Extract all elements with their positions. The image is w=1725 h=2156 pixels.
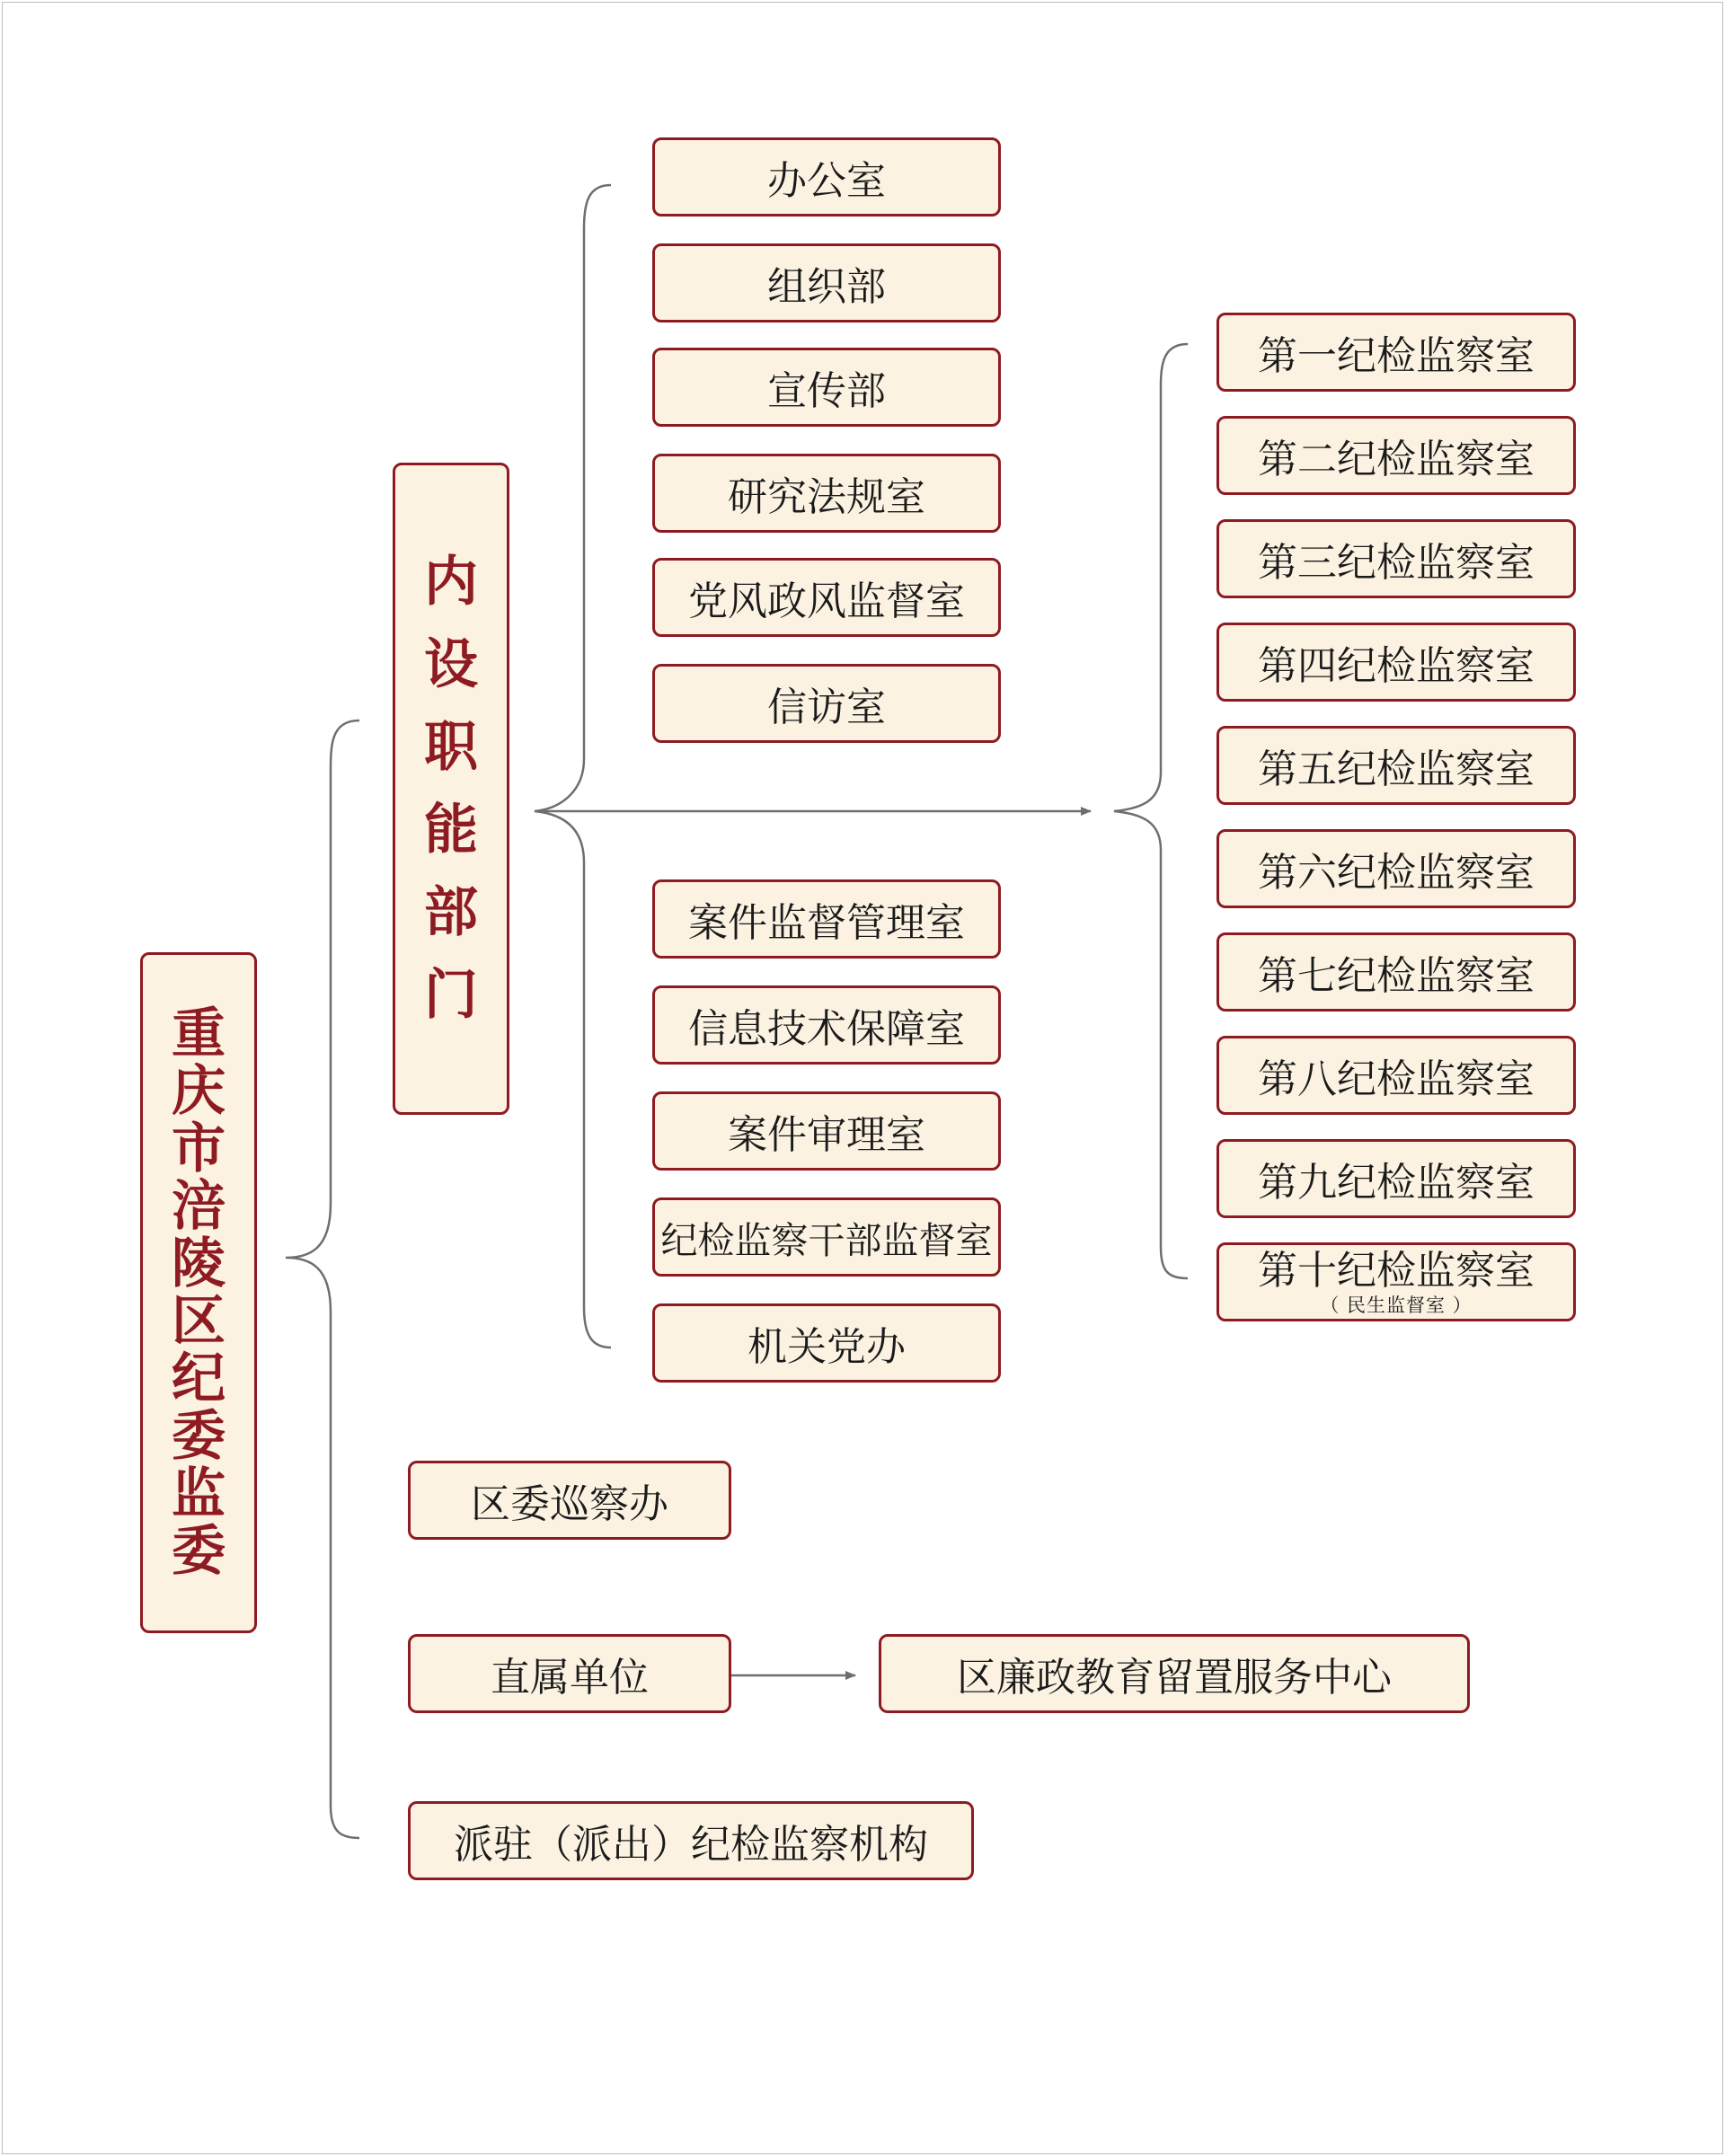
root-bracket bbox=[286, 720, 359, 1838]
inspection-room-6[interactable]: 第六纪检监察室 bbox=[1216, 829, 1576, 908]
root-char: 重 bbox=[172, 1003, 226, 1065]
inspection-room-7[interactable]: 第七纪检监察室 bbox=[1216, 932, 1576, 1012]
dept-research-regulation[interactable]: 研究法规室 bbox=[652, 454, 1001, 533]
inspection-room-10-label: 第十纪检监察室 bbox=[1258, 1248, 1535, 1294]
inspection-room-10-sublabel: （ 民生监督室 ） bbox=[1320, 1294, 1473, 1316]
dept-it-support[interactable]: 信息技术保障室 bbox=[652, 985, 1001, 1065]
dept-cadre-supervision[interactable]: 纪检监察干部监督室 bbox=[652, 1197, 1001, 1277]
dept-office[interactable]: 办公室 bbox=[652, 137, 1001, 216]
root-char: 陵 bbox=[172, 1233, 226, 1295]
inspection-rooms-bracket bbox=[1114, 344, 1188, 1278]
inner-dept-char: 部 bbox=[424, 881, 478, 944]
inner-dept-char: 职 bbox=[424, 716, 478, 779]
patrol-office-node[interactable]: 区委巡察办 bbox=[408, 1461, 731, 1540]
inner-departments-node[interactable] bbox=[393, 463, 509, 1115]
root-char: 涪 bbox=[172, 1175, 226, 1238]
inspection-room-3[interactable]: 第三纪检监察室 bbox=[1216, 519, 1576, 598]
inspection-room-2[interactable]: 第二纪检监察室 bbox=[1216, 416, 1576, 495]
inspection-room-5[interactable]: 第五纪检监察室 bbox=[1216, 726, 1576, 805]
inspection-room-10-stack bbox=[1258, 1249, 1535, 1315]
inner-dept-char: 内 bbox=[424, 551, 478, 614]
root-char: 区 bbox=[172, 1290, 226, 1353]
root-node[interactable] bbox=[140, 952, 257, 1633]
inner-dept-char: 门 bbox=[424, 964, 478, 1027]
inner-dept-bracket bbox=[535, 185, 611, 1348]
root-char: 监 bbox=[172, 1462, 226, 1525]
dept-petition[interactable]: 信访室 bbox=[652, 664, 1001, 743]
dept-party-style-supervision[interactable]: 党风政风监督室 bbox=[652, 558, 1001, 637]
dept-case-supervision[interactable]: 案件监督管理室 bbox=[652, 879, 1001, 959]
dept-party-office[interactable]: 机关党办 bbox=[652, 1303, 1001, 1383]
inspection-room-8[interactable]: 第八纪检监察室 bbox=[1216, 1036, 1576, 1115]
inspection-room-9[interactable]: 第九纪检监察室 bbox=[1216, 1139, 1576, 1218]
inspection-room-10[interactable] bbox=[1216, 1242, 1576, 1321]
inspection-room-1[interactable]: 第一纪检监察室 bbox=[1216, 313, 1576, 392]
root-char: 纪 bbox=[172, 1348, 226, 1410]
root-char: 委 bbox=[172, 1520, 226, 1583]
integrity-education-center-node[interactable]: 区廉政教育留置服务中心 bbox=[879, 1634, 1470, 1713]
inspection-room-4[interactable]: 第四纪检监察室 bbox=[1216, 623, 1576, 702]
dept-organization[interactable]: 组织部 bbox=[652, 243, 1001, 323]
inner-dept-char: 设 bbox=[424, 633, 478, 696]
dept-case-review[interactable]: 案件审理室 bbox=[652, 1091, 1001, 1171]
root-char: 庆 bbox=[172, 1060, 226, 1123]
inner-dept-char: 能 bbox=[424, 799, 478, 862]
root-char: 委 bbox=[172, 1405, 226, 1468]
direct-units-node[interactable]: 直属单位 bbox=[408, 1634, 731, 1713]
dept-publicity[interactable]: 宣传部 bbox=[652, 348, 1001, 427]
root-char: 市 bbox=[172, 1118, 226, 1180]
dispatched-inspection-agencies-node[interactable]: 派驻（派出）纪检监察机构 bbox=[408, 1801, 974, 1880]
